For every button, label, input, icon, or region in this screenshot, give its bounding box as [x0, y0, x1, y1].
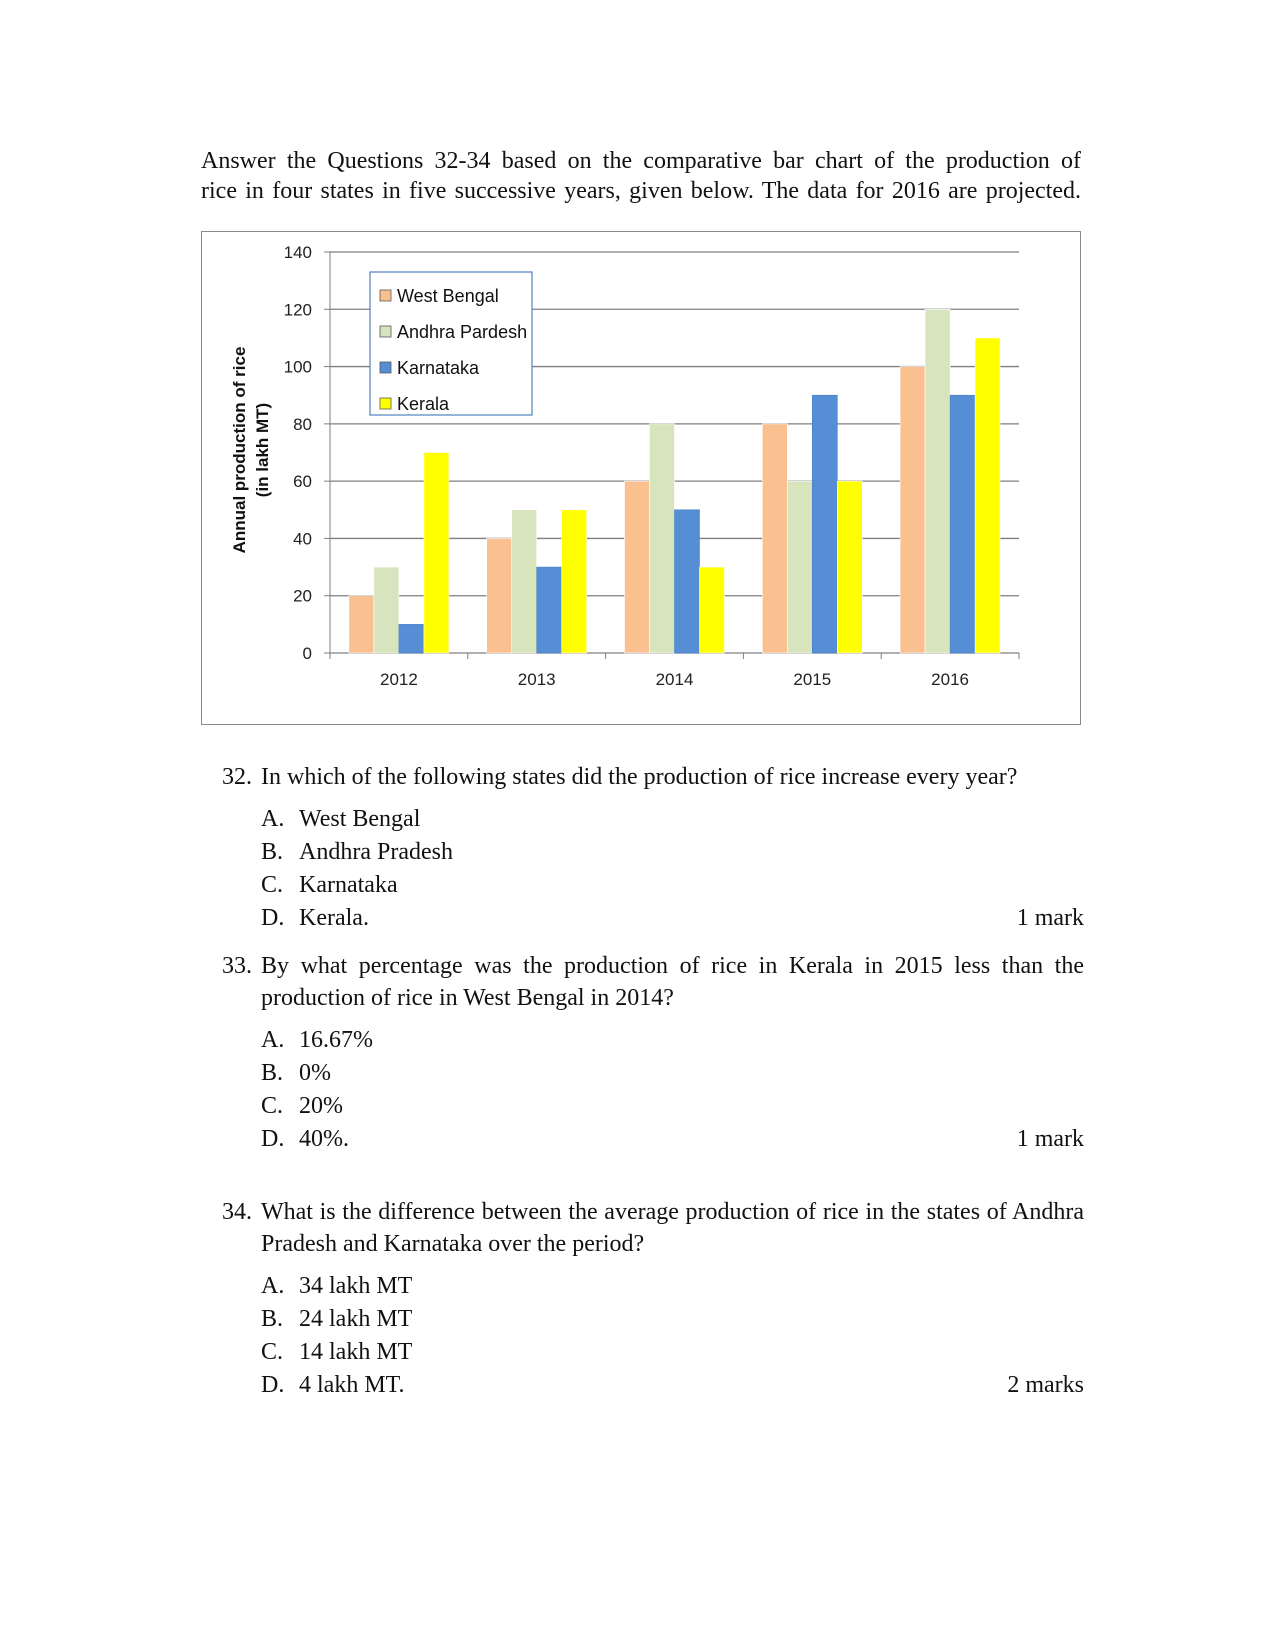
y-tick-label: 140 — [283, 243, 312, 262]
option-a[interactable] — [261, 803, 1084, 836]
legend-label: Kerala — [397, 394, 450, 414]
bar-west-bengal-2013 — [487, 538, 512, 653]
bar-karnataka-2015 — [812, 395, 837, 653]
bar-kerala-2015 — [837, 481, 862, 653]
question-33 — [222, 950, 1084, 1156]
legend-swatch — [380, 398, 391, 409]
option-d[interactable] — [261, 902, 1084, 935]
y-tick-label: 80 — [293, 414, 312, 434]
option-text: 0% — [299, 1060, 331, 1086]
option-d[interactable] — [261, 1369, 1084, 1402]
y-axis-title-line-1: Annual production of rice — [230, 346, 249, 554]
bar-andhra-pardesh-2012 — [374, 567, 399, 653]
intro-line-1: Answer the Questions 32-34 based on the comparative bar chart of the production of — [201, 148, 1081, 174]
option-b[interactable] — [261, 1057, 1084, 1090]
bar-kerala-2012 — [424, 453, 449, 654]
option-c[interactable] — [261, 869, 1084, 902]
option-text: 20% — [299, 1093, 343, 1119]
option-letter: C. — [261, 1093, 284, 1119]
question-number: 32. — [222, 764, 252, 790]
option-letter: C. — [261, 872, 284, 898]
option-text: 4 lakh MT. — [299, 1372, 405, 1398]
question-32 — [222, 761, 1084, 935]
bar-kerala-2016 — [975, 338, 1000, 653]
option-letter: D. — [261, 1372, 285, 1398]
option-text: 24 lakh MT — [299, 1306, 413, 1332]
question-text: By what percentage was the production of rice in Kerala in 2015 less than the production of rice in West Bengal in 2014? — [261, 953, 1084, 1011]
bar-chart-frame — [201, 231, 1081, 725]
legend-label: Andhra Pardesh — [397, 322, 528, 342]
bar-andhra-pardesh-2013 — [512, 510, 537, 653]
option-text: Karnataka — [299, 872, 398, 898]
bar-kerala-2013 — [562, 510, 587, 653]
y-axis-title-line-2: (in lakh MT) — [253, 402, 272, 498]
option-b[interactable] — [261, 836, 1084, 869]
option-letter: C. — [261, 1339, 284, 1365]
x-tick-label: 2015 — [793, 670, 832, 689]
question-number: 33. — [222, 953, 252, 979]
x-tick-label: 2014 — [655, 670, 694, 689]
option-letter: B. — [261, 839, 284, 865]
option-text: 16.67% — [299, 1027, 373, 1053]
bar-kerala-2014 — [700, 567, 725, 653]
y-tick-label: 100 — [283, 357, 312, 377]
marks-label: 2 marks — [1007, 1372, 1084, 1398]
bar-west-bengal-2015 — [762, 424, 787, 653]
bar-karnataka-2016 — [950, 395, 975, 653]
bar-west-bengal-2016 — [900, 367, 925, 653]
bar-chart — [202, 232, 1080, 724]
marks-label: 1 mark — [1016, 1126, 1084, 1152]
bar-west-bengal-2014 — [625, 481, 650, 653]
bar-andhra-pardesh-2016 — [925, 309, 950, 653]
legend-swatch — [380, 362, 391, 373]
option-a[interactable] — [261, 1270, 1084, 1303]
option-letter: A. — [261, 806, 285, 832]
option-letter: D. — [261, 905, 285, 931]
y-tick-label: 20 — [293, 586, 312, 606]
y-tick-label: 40 — [293, 529, 312, 549]
bar-karnataka-2012 — [399, 624, 424, 653]
options-list — [261, 1270, 1084, 1402]
intro-paragraph — [201, 146, 1081, 206]
bar-west-bengal-2012 — [349, 596, 374, 653]
bar-karnataka-2014 — [675, 510, 700, 653]
option-text: West Bengal — [299, 806, 421, 832]
option-c[interactable] — [261, 1336, 1084, 1369]
option-text: Andhra Pradesh — [299, 839, 453, 865]
option-letter: A. — [261, 1027, 285, 1053]
x-tick-label: 2012 — [379, 670, 418, 689]
legend-swatch — [380, 290, 391, 301]
y-tick-label: 0 — [302, 644, 312, 663]
x-tick-label: 2013 — [517, 670, 556, 689]
bar-andhra-pardesh-2015 — [787, 481, 812, 653]
option-letter: B. — [261, 1060, 284, 1086]
intro-line-2: rice in four states in five successive years, given below. The data for 2016 are projected. — [201, 178, 1081, 204]
option-d[interactable] — [261, 1123, 1084, 1156]
bar-andhra-pardesh-2014 — [650, 424, 675, 653]
question-34 — [222, 1196, 1084, 1402]
option-c[interactable] — [261, 1090, 1084, 1123]
question-number: 34. — [222, 1199, 252, 1225]
option-text: 34 lakh MT — [299, 1273, 413, 1299]
y-tick-label: 60 — [293, 472, 312, 492]
option-letter: D. — [261, 1126, 285, 1152]
option-a[interactable] — [261, 1024, 1084, 1057]
option-b[interactable] — [261, 1303, 1084, 1336]
y-tick-label: 120 — [283, 300, 312, 320]
options-list — [261, 1024, 1084, 1156]
legend-label: Karnataka — [397, 358, 480, 378]
legend-label: West Bengal — [397, 286, 499, 306]
option-text: 40%. — [299, 1126, 349, 1152]
question-text: What is the difference between the average production of rice in the states of Andhra Pradesh and Karnataka over the period? — [261, 1199, 1084, 1257]
bar-karnataka-2013 — [537, 567, 562, 653]
question-text: In which of the following states did the production of rice increase every year? — [261, 764, 1018, 790]
marks-label: 1 mark — [1016, 905, 1084, 931]
x-tick-label: 2016 — [931, 670, 970, 689]
option-text: 14 lakh MT — [299, 1339, 413, 1365]
option-text: Kerala. — [299, 905, 369, 931]
option-letter: A. — [261, 1273, 285, 1299]
options-list — [261, 803, 1084, 935]
option-letter: B. — [261, 1306, 284, 1332]
legend-swatch — [380, 326, 391, 337]
